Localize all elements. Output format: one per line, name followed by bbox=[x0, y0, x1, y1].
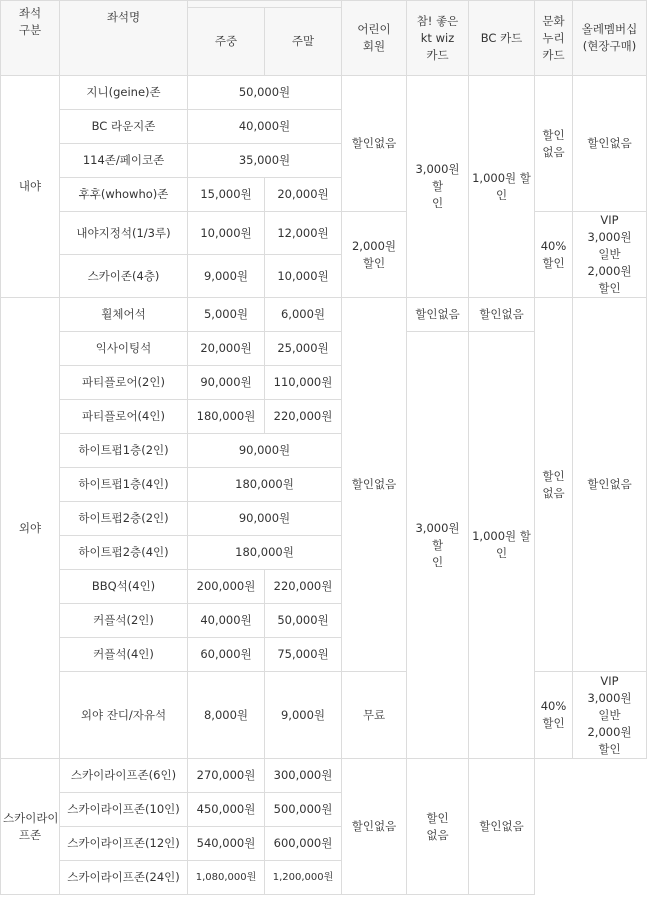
weekend-price: 10,000원 bbox=[265, 255, 342, 298]
weekday-price: 180,000원 bbox=[188, 400, 265, 434]
seat-price: 50,000원 bbox=[188, 76, 342, 110]
weekend-price: 12,000원 bbox=[265, 212, 342, 255]
seat-name: 스카이라이프존(6인) bbox=[60, 759, 188, 793]
weekday-price: 8,000원 bbox=[188, 672, 265, 759]
table-row bbox=[1, 76, 647, 110]
seat-name: 스카이라이프존(24인) bbox=[60, 861, 188, 895]
seat-name: 하이트펍1층(4인) bbox=[60, 468, 188, 502]
ktwiz-discount: 할인없음 bbox=[407, 298, 469, 332]
seat-name: 휠체어석 bbox=[60, 298, 188, 332]
seat-name: 파티플로어(4인) bbox=[60, 400, 188, 434]
seat-name: 하이트펍1층(2인) bbox=[60, 434, 188, 468]
seat-name: 스카이라이프존(12인) bbox=[60, 827, 188, 861]
seat-name: BC 라운지존 bbox=[60, 110, 188, 144]
seat-name: 파티플로어(2인) bbox=[60, 366, 188, 400]
weekday-price: 1,080,000원 bbox=[188, 861, 265, 895]
bc-discount: 할인없음 bbox=[469, 298, 535, 332]
weekend-price: 20,000원 bbox=[265, 178, 342, 212]
weekend-price: 1,200,000원 bbox=[265, 861, 342, 895]
seat-price: 90,000원 bbox=[188, 502, 342, 536]
seat-name: 114존/페이코존 bbox=[60, 144, 188, 178]
seat-name: 하이트펍2층(4인) bbox=[60, 536, 188, 570]
table-row bbox=[1, 672, 647, 759]
seat-name: 스카이라이프존(10인) bbox=[60, 793, 188, 827]
culture-discount: 할인 없음 bbox=[535, 76, 573, 212]
culture-discount: 40% 할인 bbox=[535, 672, 573, 759]
header-weekend: 주말 bbox=[265, 8, 342, 76]
seat-name: 익사이팅석 bbox=[60, 332, 188, 366]
weekend-price: 500,000원 bbox=[265, 793, 342, 827]
seat-price: 180,000원 bbox=[188, 536, 342, 570]
olleh-discount: 할인없음 bbox=[573, 298, 647, 672]
weekday-price: 9,000원 bbox=[188, 255, 265, 298]
seat-name: 지니(geine)존 bbox=[60, 76, 188, 110]
header-ktwiz-card: 참! 좋은 kt wiz 카드 bbox=[407, 1, 469, 76]
child-discount: 2,000원 할인 bbox=[342, 212, 407, 298]
seat-name: 스카이존(4층) bbox=[60, 255, 188, 298]
header-culture-card: 문화 누리 카드 bbox=[535, 1, 573, 76]
weekday-price: 270,000원 bbox=[188, 759, 265, 793]
header-olleh-membership: 올레멤버십 (현장구매) bbox=[573, 1, 647, 76]
child-discount: 할인없음 bbox=[342, 76, 407, 212]
table-row bbox=[1, 298, 647, 332]
header-seat-name: 좌석명 bbox=[60, 1, 188, 76]
table-body bbox=[1, 76, 647, 895]
seat-price: 40,000원 bbox=[188, 110, 342, 144]
header-price-group bbox=[188, 1, 342, 8]
seat-name: 후후(whowho)존 bbox=[60, 178, 188, 212]
olleh-discount: 할인없음 bbox=[469, 759, 535, 895]
weekend-price: 220,000원 bbox=[265, 400, 342, 434]
weekend-price: 220,000원 bbox=[265, 570, 342, 604]
weekend-price: 9,000원 bbox=[265, 672, 342, 759]
weekday-price: 10,000원 bbox=[188, 212, 265, 255]
seat-name: 외야 잔디/자유석 bbox=[60, 672, 188, 759]
seat-price: 180,000원 bbox=[188, 468, 342, 502]
weekend-price: 75,000원 bbox=[265, 638, 342, 672]
weekday-price: 450,000원 bbox=[188, 793, 265, 827]
child-discount: 무료 bbox=[342, 672, 407, 759]
header-zone: 좌석 구분 bbox=[1, 1, 60, 76]
seat-price: 35,000원 bbox=[188, 144, 342, 178]
weekend-price: 25,000원 bbox=[265, 332, 342, 366]
zone-cell-skylife: 스카이라이 프존 bbox=[1, 759, 60, 895]
table-row bbox=[1, 861, 647, 895]
table-row bbox=[1, 212, 647, 255]
weekend-price: 6,000원 bbox=[265, 298, 342, 332]
weekend-price: 110,000원 bbox=[265, 366, 342, 400]
weekday-price: 20,000원 bbox=[188, 332, 265, 366]
table-row bbox=[1, 827, 647, 861]
header-weekday: 주중 bbox=[188, 8, 265, 76]
bc-discount: 1,000원 할 인 bbox=[469, 332, 535, 759]
weekday-price: 40,000원 bbox=[188, 604, 265, 638]
zone-cell-infield: 내야 bbox=[1, 76, 60, 298]
seat-price: 90,000원 bbox=[188, 434, 342, 468]
seat-name: 커플석(4인) bbox=[60, 638, 188, 672]
olleh-discount: VIP 3,000원 일반 2,000원 할인 bbox=[573, 672, 647, 759]
culture-discount: 할인 없음 bbox=[407, 759, 469, 895]
table-row bbox=[1, 759, 647, 793]
bc-discount: 1,000원 할 인 bbox=[469, 76, 535, 298]
header-child-member: 어린이 회원 bbox=[342, 1, 407, 76]
child-discount: 할인없음 bbox=[342, 759, 407, 895]
seat-name: 내야지정석(1/3루) bbox=[60, 212, 188, 255]
weekend-price: 50,000원 bbox=[265, 604, 342, 638]
weekend-price: 300,000원 bbox=[265, 759, 342, 793]
weekday-price: 200,000원 bbox=[188, 570, 265, 604]
culture-discount: 40% 할인 bbox=[535, 212, 573, 298]
olleh-discount: 할인없음 bbox=[573, 76, 647, 212]
culture-discount: 할인 없음 bbox=[535, 298, 573, 672]
weekday-price: 5,000원 bbox=[188, 298, 265, 332]
seat-name: 하이트펍2층(2인) bbox=[60, 502, 188, 536]
ktwiz-discount: 3,000원 할 인 bbox=[407, 76, 469, 298]
ktwiz-discount: 3,000원 할 인 bbox=[407, 332, 469, 759]
seat-name: BBQ석(4인) bbox=[60, 570, 188, 604]
weekend-price: 600,000원 bbox=[265, 827, 342, 861]
header-bc-card: BC 카드 bbox=[469, 1, 535, 76]
child-discount: 할인없음 bbox=[342, 298, 407, 672]
zone-cell-outfield: 외야 bbox=[1, 298, 60, 759]
seat-name: 커플석(2인) bbox=[60, 604, 188, 638]
table-header bbox=[1, 1, 647, 76]
weekday-price: 15,000원 bbox=[188, 178, 265, 212]
table-row bbox=[1, 793, 647, 827]
weekday-price: 90,000원 bbox=[188, 366, 265, 400]
weekday-price: 60,000원 bbox=[188, 638, 265, 672]
weekday-price: 540,000원 bbox=[188, 827, 265, 861]
olleh-discount: VIP 3,000원 일반 2,000원 할인 bbox=[573, 212, 647, 298]
